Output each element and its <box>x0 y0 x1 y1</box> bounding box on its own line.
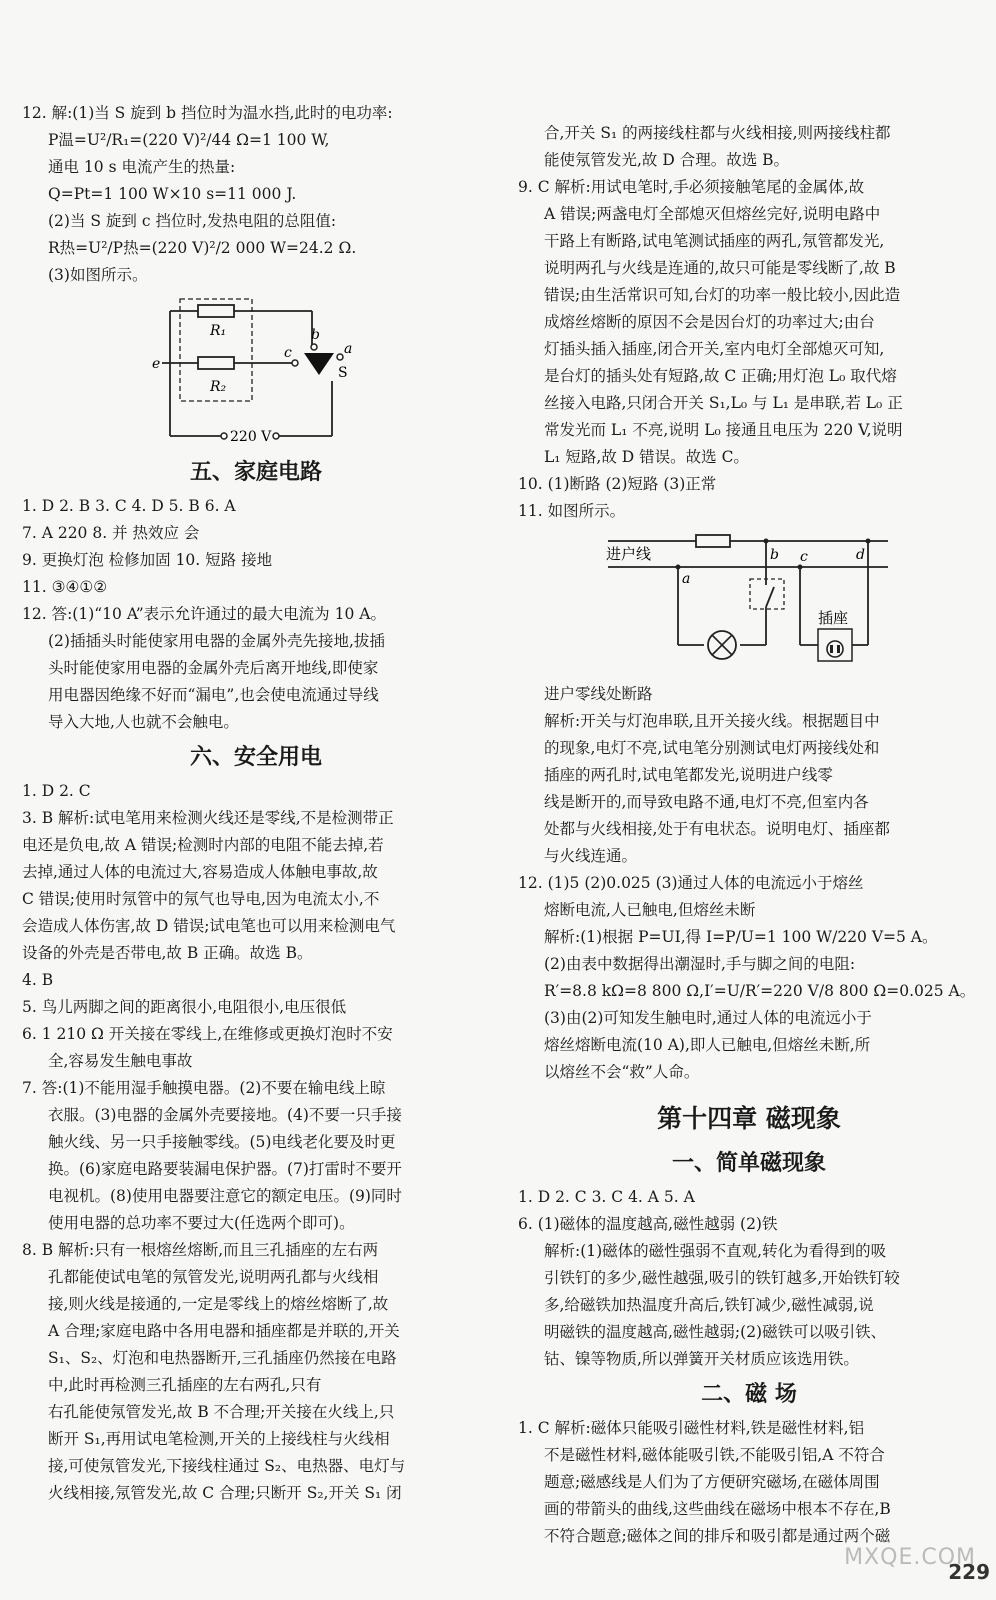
text-line: P温=U²/R₁=(220 V)²/44 Ω=1 100 W, <box>48 131 330 149</box>
text-line: R热=U²/P热=(220 V)²/2 000 W=24.2 Ω. <box>48 239 357 257</box>
text-line: 插座的两孔时,试电笔都发光,说明进户线零 <box>544 766 833 784</box>
mag-sec1-block <box>518 1184 980 1373</box>
text-line: 去掉,通过人体的电流过大,容易造成人体触电事故,故 <box>22 863 378 881</box>
text-line: 全,容易发生触电事故 <box>48 1052 193 1070</box>
text-line: A 错误;两盏电灯全部熄灭但熔丝完好,说明电路中 <box>544 205 881 223</box>
text-line: 设备的外壳是否带电,故 B 正确。故选 B。 <box>22 944 313 962</box>
text-line: 钴、镍等物质,所以弹簧开关材质应该选用铁。 <box>544 1350 859 1368</box>
text-line: 4. B <box>22 971 54 989</box>
text-line: 12. 解:(1)当 S 旋到 b 挡位时为温水挡,此时的电功率: <box>22 104 393 122</box>
text-line: A 合理;家庭电路中各用电器和插座都是并联的,开关 <box>48 1322 400 1340</box>
text-line: 与火线连通。 <box>544 847 638 865</box>
text-line: 中,此时再检测三孔插座的左右两孔,只有 <box>48 1376 322 1394</box>
label-c: c <box>800 549 808 565</box>
text-line: (2)由表中数据得出潮湿时,手与脚之间的电阻: <box>544 955 856 973</box>
text-line: 熔丝熔断电流(10 A),即人已触电,但熔丝未断,所 <box>544 1036 871 1054</box>
label-c: c <box>284 345 292 361</box>
section-title-simple-magnetism: 一、简单磁现象 <box>671 1151 826 1176</box>
text-line: 会造成人体伤害,故 D 错误;试电笔也可以用来检测电气 <box>22 917 396 935</box>
text-line: 不是磁性材料,磁体能吸引铁,不能吸引铝,A 不符合 <box>544 1446 885 1464</box>
label-socket: 插座 <box>818 609 849 627</box>
text-line: 接,则火线是接通的,一定是零线上的熔丝熔断了,故 <box>48 1295 389 1313</box>
text-line: 9. C 解析:用试电笔时,手必须接触笔尾的金属体,故 <box>518 178 865 196</box>
text-line: 成熔丝熔断的原因不会是因台灯的功率过大;由台 <box>544 313 875 331</box>
text-line: 1. D 2. C <box>22 782 91 800</box>
label-e: e <box>152 356 161 372</box>
text-line: 处都与火线相接,处于有电状态。说明电灯、插座都 <box>544 820 890 838</box>
text-line: 干路上有断路,试电笔测试插座的两孔,氖管都发光, <box>544 232 885 250</box>
text-line: 触火线、另一只手接触零线。(5)电线老化要及时更 <box>48 1133 396 1151</box>
text-line: 明磁铁的温度越高,磁性越弱;(2)磁铁可以吸引铁、 <box>544 1323 887 1341</box>
label-d: d <box>856 547 865 563</box>
text-line: 通电 10 s 电流产生的热量: <box>48 158 236 176</box>
text-line: 电视机。(8)使用电器要注意它的额定电压。(9)同时 <box>48 1187 402 1205</box>
label-b: b <box>770 547 779 563</box>
label-s: S <box>338 365 348 381</box>
text-line: C 错误;使用时氖管中的氖气也导电,因为电流太小,不 <box>22 890 380 908</box>
text-line: 的现象,电灯不亮,试电笔分别测试电灯两接线处和 <box>544 739 880 757</box>
sec6-block <box>22 778 490 1507</box>
switch-selector-icon <box>304 353 334 375</box>
text-line: (2)当 S 旋到 c 挡位时,发热电阻的总阻值: <box>48 212 337 230</box>
text-line: 7. 答:(1)不能用湿手触摸电器。(2)不要在输电线上晾 <box>22 1079 386 1097</box>
mag-sec2-block <box>518 1415 980 1550</box>
text-line: 不符合题意;磁体之间的排斥和吸引都是通过两个磁 <box>544 1527 891 1545</box>
text-line: 右孔能使氖管发光,故 B 不合理;开关接在火线上,只 <box>48 1403 395 1421</box>
label-a: a <box>344 341 353 357</box>
text-line: 错误;由生活常识可知,台灯的功率一般比较小,因此造 <box>544 286 901 304</box>
text-line: 题意;磁感线是人们为了方便研究磁场,在磁体周围 <box>544 1473 880 1491</box>
right-column <box>518 120 980 1550</box>
text-line: 3. B 解析:试电笔用来检测火线还是零线,不是检测带正 <box>22 809 394 827</box>
text-line: 7. A 220 8. 并 热效应 会 <box>22 524 200 542</box>
text-line: 合,开关 S₁ 的两接线柱都与火线相接,则两接线柱都 <box>544 124 891 142</box>
text-line: 引铁钉的多少,磁性越强,吸引的铁钉越多,开始铁钉较 <box>544 1269 900 1287</box>
text-line: (3)由(2)可知发生触电时,通过人体的电流远小于 <box>544 1009 872 1027</box>
text-line: 9. 更换灯泡 检修加固 10. 短路 接地 <box>22 551 273 569</box>
lamp-icon <box>708 631 736 659</box>
text-line: Q=Pt=1 100 W×10 s=11 000 J. <box>48 185 297 203</box>
after-fig-block <box>518 681 980 1086</box>
text-line: 电还是负电,故 A 错误;检测时内部的电阻不能去掉,若 <box>22 836 384 854</box>
text-line: 熔断电流,人已触电,但熔丝未断 <box>544 901 756 919</box>
text-line: 解析:(1)磁体的磁性强弱不直观,转化为看得到的吸 <box>544 1242 887 1260</box>
chapter-title-magnetism: 第十四章 磁现象 <box>657 1104 841 1133</box>
section-title-safe-electricity: 六、安全用电 <box>189 745 322 770</box>
text-line: 解析:开关与灯泡串联,且开关接火线。根据题目中 <box>544 712 880 730</box>
label-a: a <box>682 571 691 587</box>
text-line: 6. 1 210 Ω 开关接在零线上,在维修或更换灯泡时不安 <box>22 1025 393 1043</box>
text-line: 6. (1)磁体的温度越高,磁性越弱 (2)铁 <box>518 1215 778 1233</box>
text-line: 火线相接,氖管发光,故 C 合理;只断开 S₂,开关 S₁ 闭 <box>48 1484 402 1502</box>
text-line: 画的带箭头的曲线,这些曲线在磁场中根本不存在,B <box>544 1500 891 1518</box>
circuit-diagram-house-wiring <box>518 527 980 677</box>
text-line: 说明两孔与火线是连通的,故只可能是零线断了,故 B <box>544 259 896 277</box>
text-line: 接,可使氖管发光,下接线柱通过 S₂、电热器、电灯与 <box>48 1457 406 1475</box>
text-line: 1. D 2. C 3. C 4. A 5. A <box>518 1188 695 1206</box>
text-line: 孔都能使试电笔的氖管发光,说明两孔都与火线相 <box>48 1268 379 1286</box>
text-line: 常发光而 L₁ 不亮,说明 L₀ 接通且电压为 220 V,说明 <box>544 421 903 439</box>
text-line: 8. B 解析:只有一根熔丝熔断,而且三孔插座的左右两 <box>22 1241 379 1259</box>
socket-icon <box>827 641 843 657</box>
text-line: 使用电器的总功率不要过大(任选两个即可)。 <box>48 1214 355 1232</box>
sec5-block <box>22 493 490 736</box>
text-line: 导入大地,人也就不会触电。 <box>48 713 239 731</box>
text-line: 多,给磁铁加热温度升高后,铁钉减少,磁性减弱,说 <box>544 1296 874 1314</box>
section-title-magnetic-field: 二、磁 场 <box>701 1382 797 1407</box>
text-line: 以熔丝不会“救”人命。 <box>544 1063 700 1081</box>
q12-block <box>22 100 490 289</box>
label-r2: R₂ <box>210 379 227 395</box>
text-line: L₁ 短路,故 D 错误。故选 C。 <box>544 448 749 466</box>
text-line: 1. D 2. B 3. C 4. D 5. B 6. A <box>22 497 236 515</box>
text-line: 12. (1)5 (2)0.025 (3)通过人体的电流远小于熔丝 <box>518 874 864 892</box>
label-r1: R₁ <box>210 323 227 339</box>
label-b: b <box>311 327 320 343</box>
left-column <box>22 100 490 1507</box>
text-line: 5. 鸟儿两脚之间的距离很小,电阻很小,电压很低 <box>22 998 347 1016</box>
text-line: 12. 答:(1)“10 A”表示允许通过的最大电流为 10 A。 <box>22 605 386 623</box>
text-line: 解析:(1)根据 P=UI,得 I=P/U=1 100 W/220 V=5 A。 <box>544 928 938 946</box>
text-line: 换。(6)家庭电路要装漏电保护器。(7)打雷时不要开 <box>48 1160 402 1178</box>
text-line: 10. (1)断路 (2)短路 (3)正常 <box>518 475 717 493</box>
text-line: 用电器因绝缘不好而“漏电”,也会使电流通过导线 <box>48 686 379 704</box>
text-line: (3)如图所示。 <box>48 266 148 284</box>
watermark: MXQE.COM <box>844 1545 976 1570</box>
text-line: S₁、S₂、灯泡和电热器断开,三孔插座仍然接在电路 <box>48 1349 397 1367</box>
text-line: 11. 如图所示。 <box>518 502 626 520</box>
text-line: 11. ③④①② <box>22 578 108 596</box>
label-entry-line: 进户线 <box>606 545 652 563</box>
right-top-block <box>518 120 980 525</box>
section-title-household-circuit: 五、家庭电路 <box>189 460 322 485</box>
page-number: 229 <box>948 1560 990 1584</box>
text-line: 衣服。(3)电器的金属外壳要接地。(4)不要一只手接 <box>48 1106 402 1124</box>
text-line: 能使氖管发光,故 D 合理。故选 B。 <box>544 151 790 169</box>
text-line: 1. C 解析:磁体只能吸引磁性材料,铁是磁性材料,铝 <box>518 1419 865 1437</box>
text-line: (2)插插头时能使家用电器的金属外壳先接地,拔插 <box>48 632 385 650</box>
text-line: 断开 S₁,再用试电笔检测,开关的上接线柱与火线相 <box>48 1430 390 1448</box>
circuit-diagram-heater <box>22 291 490 451</box>
text-line: 是台灯的插头处有短路,故 C 正确;用灯泡 L₀ 取代熔 <box>544 367 897 385</box>
text-line: R′=8.8 kΩ=8 800 Ω,I′=U/R′=220 V/8 800 Ω=0.025 A。 <box>544 982 976 1000</box>
text-line: 丝接入电路,只闭合开关 S₁,L₀ 与 L₁ 是串联,若 L₀ 正 <box>544 394 903 412</box>
label-voltage: 220 V <box>230 429 272 445</box>
text-line: 线是断开的,而导致电路不通,电灯不亮,但室内各 <box>544 793 869 811</box>
text-line: 进户零线处断路 <box>544 685 653 703</box>
text-line: 灯插头插入插座,闭合开关,室内电灯全部熄灭可知, <box>544 340 885 358</box>
text-line: 头时能使家用电器的金属外壳后离开地线,即使家 <box>48 659 379 677</box>
